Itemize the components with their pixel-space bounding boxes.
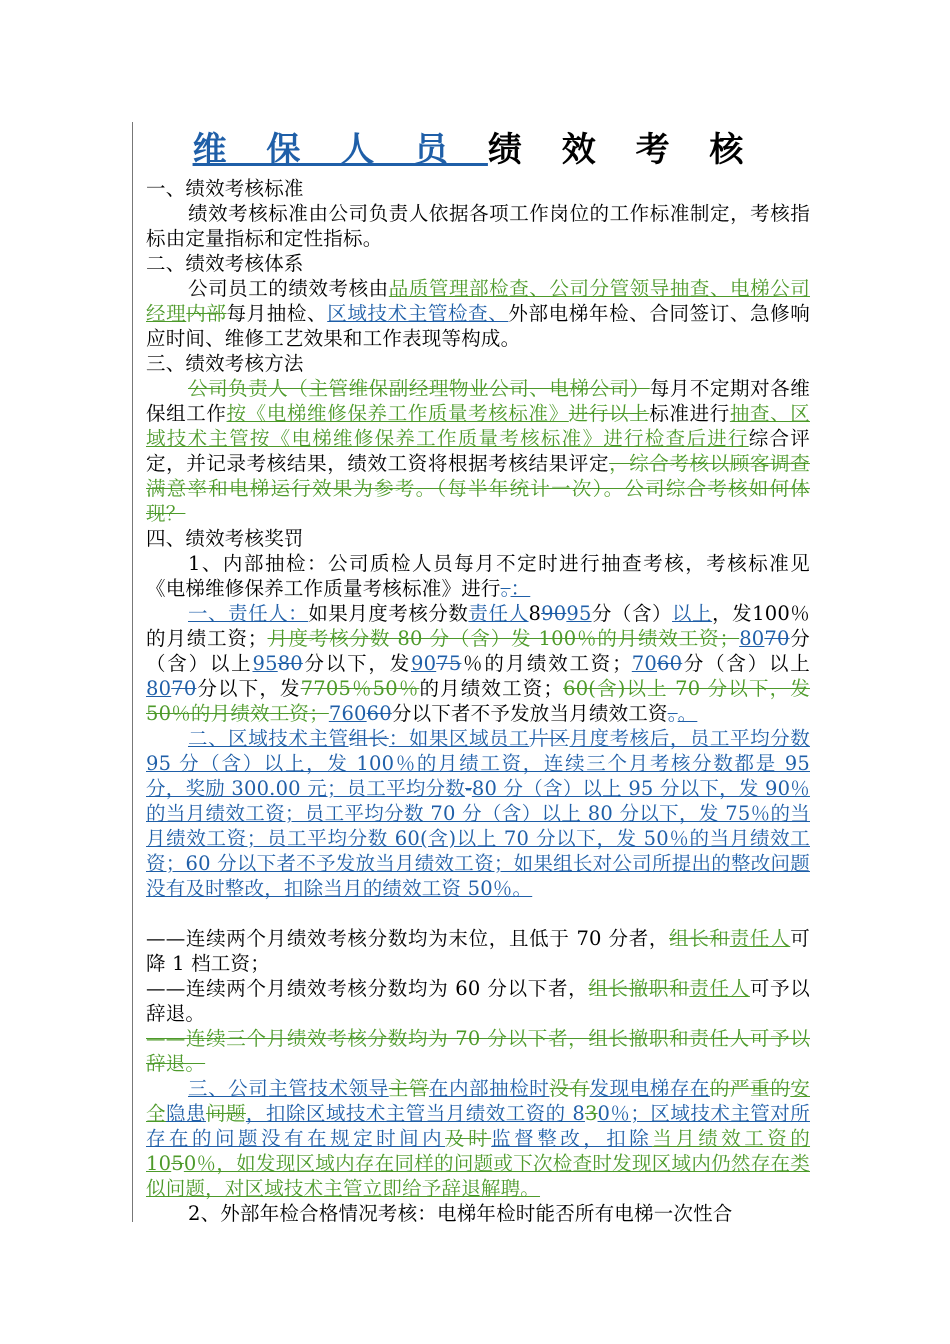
inserted-text: 60 bbox=[341, 702, 367, 725]
inserted-text: 责任人 bbox=[689, 977, 750, 1000]
inserted-text: 在内部抽检时 bbox=[428, 1077, 550, 1100]
deleted-text: - bbox=[465, 777, 472, 800]
text-run: 分（含）以上 bbox=[146, 627, 811, 675]
text-run: ％的月绩效工资； bbox=[461, 652, 632, 675]
text-run: 综合评定，并记录考核结果，绩效工资将根据考核结果评定 bbox=[146, 427, 810, 475]
text-run: 分以下，发 bbox=[196, 677, 301, 700]
text-run: 可予以辞退。 bbox=[146, 977, 810, 1025]
inserted-text: 二、区域技术主管 bbox=[188, 727, 349, 750]
inserted-text: 责任人 bbox=[729, 927, 791, 950]
inserted-text: 安全 bbox=[146, 1077, 810, 1125]
inserted-text: 80 bbox=[739, 627, 765, 650]
dismissal-rule bbox=[146, 976, 810, 1026]
deleted-text: 组长和 bbox=[669, 927, 730, 950]
text-run: 可降 1 档工资； bbox=[146, 927, 810, 975]
blank-line bbox=[146, 901, 810, 926]
inserted-text: 0％；区域技术主管 bbox=[597, 1102, 771, 1125]
deleted-text: 。 bbox=[500, 577, 511, 600]
section-3-paragraph bbox=[146, 376, 810, 526]
section-1-paragraph: 绩效考核标准由公司负责人依据各项工作岗位的工作标准制定，考核指标由定量指标和定性指标。 bbox=[146, 202, 810, 250]
title-main-part: 绩 效 考 核 bbox=[487, 130, 758, 170]
deleted-text: 70 bbox=[764, 627, 790, 650]
text-run: 外部电梯年检、合同签订、急修响应时间、维修工艺效果和工作表现等构成。 bbox=[146, 302, 810, 350]
inserted-text: 。 bbox=[677, 702, 698, 725]
deleted-text: 60(含)以上 70 分以下，发 50％的月绩效工资； bbox=[146, 677, 810, 725]
text-run: 公司员工的绩效考核由 bbox=[188, 277, 389, 300]
deleted-text: ，综合考核以顾客调查满意率和电梯运行效果为参考。（每半年统计一次）。公司综合考核如何体现？ bbox=[146, 452, 810, 525]
inserted-text: ： bbox=[510, 577, 531, 600]
inserted-text: 监督整改，扣除 bbox=[491, 1127, 653, 1150]
deleted-text: 及时 bbox=[445, 1127, 492, 1150]
text-run: 分（含） bbox=[591, 602, 673, 625]
section-2-paragraph bbox=[146, 276, 810, 351]
inserted-text: ，扣除区域技术主管当月 bbox=[245, 1102, 466, 1125]
text-run: 每月抽检、 bbox=[226, 302, 328, 325]
deleted-text: 7705％ bbox=[300, 677, 373, 700]
deleted-text: 月度考核分数 80 分（含）发 100％的月绩效工资； bbox=[267, 627, 740, 650]
inserted-text: 以上 bbox=[672, 602, 713, 625]
deleted-text: 60 bbox=[657, 652, 683, 675]
deleted-text: 组长 bbox=[348, 727, 389, 750]
inserted-text: 抽查、区域技术主管按《电梯维修保养工作质量考核标准》进行检查后进行 bbox=[146, 402, 810, 450]
inserted-text: 95 bbox=[252, 652, 278, 675]
inserted-text: 80 分（含）以上 95 分以下，发 90％的当月绩效工资；员工平均分数 70 分（含）以上 80 分以下，发 75％的当月绩效工资；员工平均分数 60(含)以上 70 分以下，发 50％的当月绩效工资；60 分以下者不予发放当月绩效工资；如果组长对公司所提出的整改问题没有及时整改，扣除当月的绩效工资 50％。 bbox=[146, 777, 810, 900]
deleted-text: 50％ bbox=[372, 677, 420, 700]
inserted-text: 月度考核后，员工平均分数 95 分（含）以上，发 100％的月绩工资，连续三个月考核分数都是 95 分，奖励 300.00 元；员工平均分数 bbox=[146, 727, 810, 800]
inserted-text: 95 bbox=[566, 602, 592, 625]
inserted-text: 90 bbox=[411, 652, 437, 675]
deleted-text: 组长撤职和 bbox=[588, 977, 690, 1000]
inserted-text: 一、责任人： bbox=[188, 602, 309, 625]
inserted-text: 对所存在的问题没有在规定时间内 bbox=[146, 1102, 810, 1150]
company-supervisor-rule bbox=[146, 1076, 810, 1201]
inserted-text: 发现电梯存在 bbox=[589, 1077, 710, 1100]
deleted-text: 主管 bbox=[388, 1077, 429, 1100]
section-heading-1: 一、绩效考核标准 bbox=[146, 177, 304, 200]
deleted-text: 60 bbox=[366, 702, 392, 725]
inserted-text: 隐患 bbox=[165, 1102, 206, 1125]
text-run: 分以下者不予发放当月绩效工资 bbox=[391, 702, 668, 725]
deleted-text: 片区 bbox=[529, 727, 570, 750]
inserted-text: 0％，如发现区域内存在同样的问题或下次检查时发现区域内仍然存在类似问题，对区域技术主管立即给予辞退解聘。 bbox=[146, 1152, 810, 1200]
area-supervisor-rule bbox=[146, 726, 810, 901]
deleted-text: 90 bbox=[541, 602, 567, 625]
section-heading-3: 三、绩效考核方法 bbox=[146, 352, 304, 375]
section-heading-2: 二、绩效考核体系 bbox=[146, 252, 304, 275]
text-run: ，发100％的月绩工资； bbox=[146, 602, 810, 650]
deleted-text: ——连续三个月绩效考核分数均为 70 分以下者，组长撤职和责任人可予以辞退。 bbox=[146, 1027, 810, 1075]
deleted-text: 的严重的 bbox=[709, 1077, 791, 1100]
text-run: 每月不定期对各维保组工作 bbox=[146, 377, 810, 425]
deleted-dismissal-rule bbox=[146, 1026, 810, 1076]
text-run: 分以下，发 bbox=[302, 652, 411, 675]
inserted-text: 主管技术领导 bbox=[268, 1077, 389, 1100]
inserted-text: 70 bbox=[631, 652, 658, 675]
text-run: 的月绩效工资； bbox=[419, 677, 564, 700]
deleted-text: 没有 bbox=[549, 1077, 590, 1100]
inserted-text: ：如果区域员工 bbox=[388, 727, 530, 750]
text-run: ——连续两个月绩效考核分数均为末位，且低于 70 分者， bbox=[146, 927, 670, 950]
text-run: 标准进行 bbox=[649, 402, 730, 425]
demotion-rule bbox=[146, 926, 810, 976]
text-run: ——连续两个月绩效考核分数均为 60 分以下者， bbox=[146, 977, 589, 1000]
inserted-text: 按《电梯维修保养工作质量考核标准》 bbox=[226, 402, 569, 425]
inserted-text: 80 bbox=[146, 677, 172, 700]
text-run: 1、内部抽检：公司质检人员每月不定时进行抽查考核，考核标准见《电梯维修保养工作质量考核标准》进行 bbox=[146, 552, 810, 600]
deleted-text: 3 bbox=[584, 1102, 598, 1125]
inserted-text: 责任人 bbox=[468, 602, 529, 625]
inserted-text: 区域技术主管检查、 bbox=[327, 302, 509, 325]
deleted-text: 公司负责人（主管维保副经理物业公司、电梯公司） bbox=[188, 377, 650, 400]
deleted-text: 80 bbox=[277, 652, 303, 675]
deleted-text: 75 bbox=[436, 652, 462, 675]
title-inserted-part: 维 保 人 员 bbox=[192, 130, 488, 170]
document-body bbox=[146, 176, 810, 1226]
deleted-text: 70 bbox=[171, 677, 197, 700]
document-title bbox=[0, 128, 950, 172]
deleted-text: 内部 bbox=[186, 302, 227, 325]
section-heading-4: 四、绩效考核奖罚 bbox=[146, 527, 304, 550]
text-run: 分（含）以上 bbox=[682, 652, 810, 675]
external-inspection-paragraph: 2、外部年检合格情况考核：电梯年检时能否所有电梯一次性合 bbox=[188, 1202, 733, 1225]
inserted-text: 绩效工资的 8 bbox=[465, 1102, 585, 1125]
text-run: 如果月度考核分数 bbox=[308, 602, 469, 625]
deleted-text: 进行以上 bbox=[568, 402, 650, 425]
inserted-text: 当月绩效工资的 10 bbox=[146, 1127, 811, 1175]
text-run: 8 bbox=[528, 602, 542, 625]
deleted-text: 。 bbox=[667, 702, 678, 725]
inserted-text: 7 bbox=[328, 702, 342, 725]
deleted-text: 5 bbox=[171, 1152, 184, 1175]
revision-margin-bar bbox=[132, 122, 133, 1222]
internal-check-paragraph bbox=[146, 551, 810, 601]
inserted-text: 三、公司 bbox=[188, 1077, 269, 1100]
deleted-text: 问题 bbox=[205, 1102, 246, 1125]
responsible-person-rule bbox=[146, 601, 810, 726]
inserted-text: 品质管理部检查、公司分管领导抽查、电梯公司经理 bbox=[146, 277, 810, 325]
